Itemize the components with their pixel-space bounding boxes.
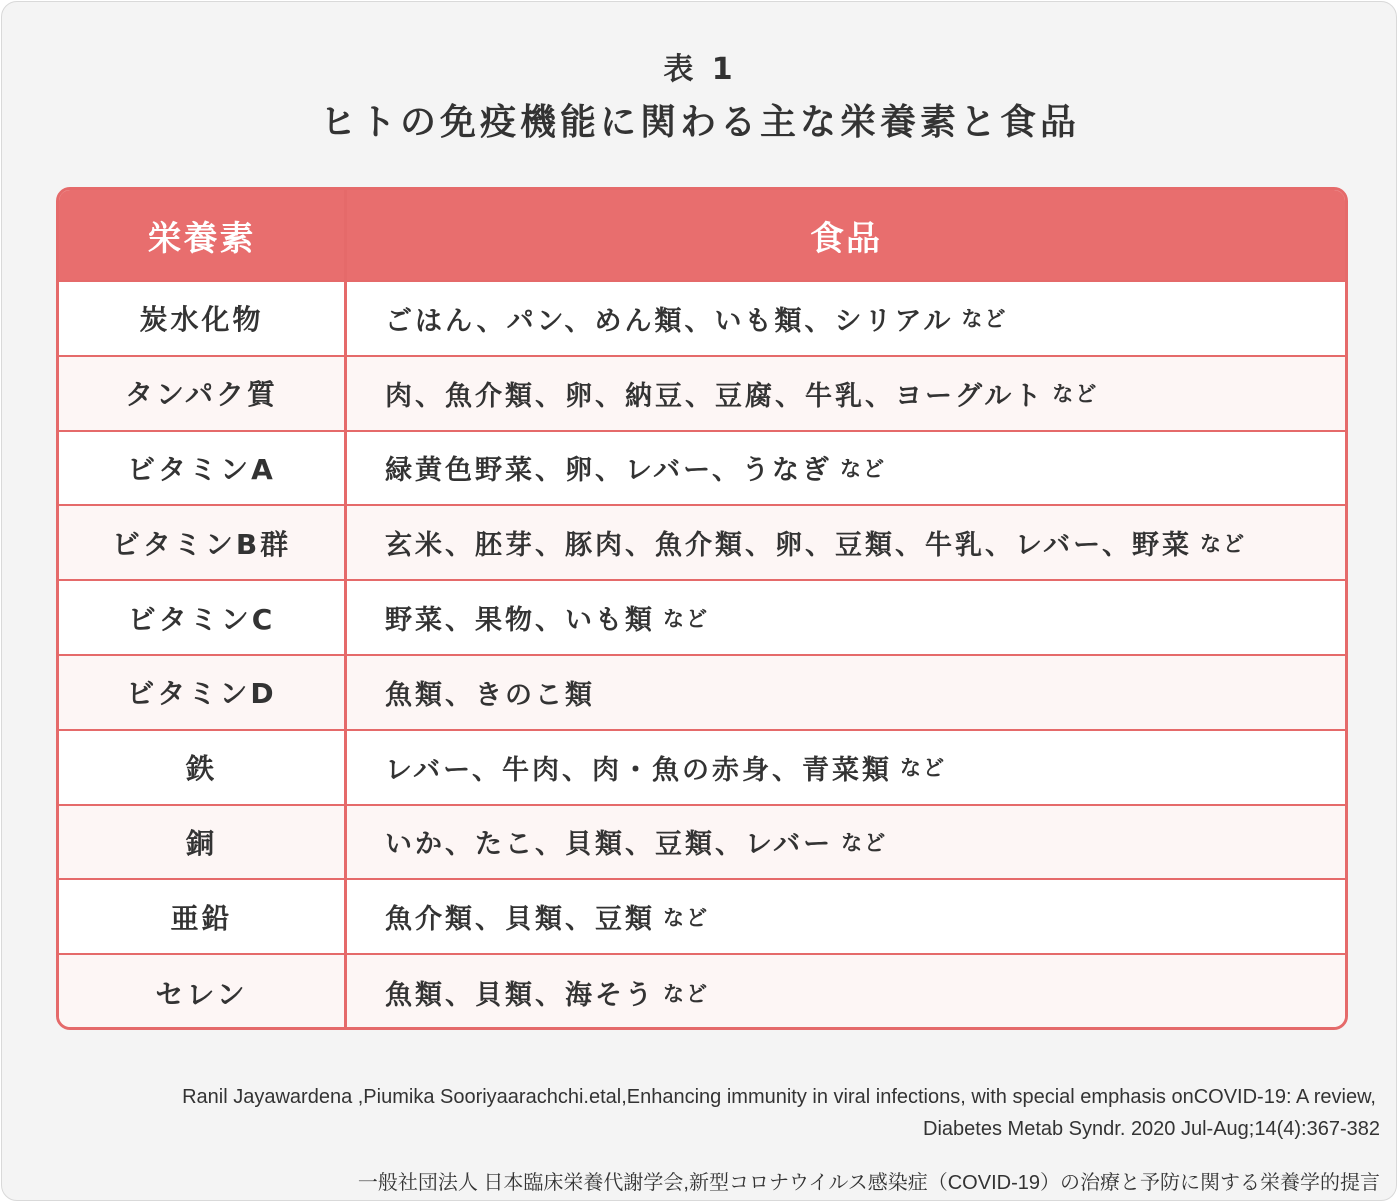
food-suffix: など — [663, 606, 709, 631]
nutrient-food-table — [56, 187, 1348, 1030]
nutrient-cell: ビタミンD — [59, 656, 347, 729]
nutrient-cell: ビタミンC — [59, 581, 347, 654]
table-row — [59, 806, 1345, 881]
figure-card — [1, 1, 1397, 1201]
food-cell — [347, 880, 1345, 953]
nutrient-cell: 炭水化物 — [59, 282, 347, 355]
food-cell — [347, 432, 1345, 505]
table-row — [59, 432, 1345, 507]
food-list: 魚介類、貝類、豆類 — [385, 904, 655, 936]
nutrient-cell: ビタミンA — [59, 432, 347, 505]
header-food: 食品 — [810, 218, 882, 259]
food-suffix: など — [663, 905, 709, 930]
nutrient-cell: タンパク質 — [59, 357, 347, 430]
table-row — [59, 731, 1345, 806]
food-cell — [347, 581, 1345, 654]
food-suffix: など — [841, 830, 888, 855]
food-list: 魚類、貝類、海そう — [385, 980, 655, 1012]
food-cell — [347, 806, 1345, 879]
table-row — [59, 880, 1345, 955]
food-suffix: など — [1052, 382, 1099, 407]
citation-line-3: 一般社団法人 日本臨床栄養代謝学会,新型コロナウイルス感染症（COVID-19）の治療と予防に関する栄養学的提言 — [357, 1172, 1380, 1194]
table-header — [59, 190, 1345, 282]
citation-line-1: Ranil Jayawardena ,Piumika Sooriyaarachchi.etal,Enhancing immunity in viral infections, with special emphasis onCOVID-19: A review, — [182, 1086, 1376, 1108]
food-cell — [347, 955, 1345, 1030]
table-row — [59, 282, 1345, 357]
food-list: いか、たこ、貝類、豆類、レバー — [385, 829, 834, 861]
food-cell — [347, 282, 1345, 355]
food-list: ごはん、パン、めん類、いも類、シリアル — [385, 305, 954, 337]
table-title: ヒトの免疫機能に関わる主な栄養素と食品 — [319, 102, 1080, 143]
food-list: 緑黄色野菜、卵、レバー、うなぎ — [385, 455, 833, 487]
citation-line-2: Diabetes Metab Syndr. 2020 Jul-Aug;14(4):367-382 — [923, 1118, 1380, 1140]
table-row — [59, 581, 1345, 656]
food-suffix: など — [900, 756, 947, 781]
nutrient-cell: ビタミンB群 — [59, 506, 347, 579]
table-row — [59, 506, 1345, 581]
food-list: 野菜、果物、いも類 — [385, 605, 655, 637]
food-cell — [347, 731, 1345, 804]
nutrient-cell: 亜鉛 — [59, 880, 347, 953]
food-suffix: など — [961, 307, 1008, 332]
food-suffix: など — [1200, 531, 1247, 556]
nutrient-cell: 銅 — [59, 806, 347, 879]
food-cell — [347, 506, 1345, 579]
food-list: レバー、牛肉、肉・魚の赤身、青菜類 — [385, 754, 893, 786]
header-nutrient: 栄養素 — [59, 190, 347, 280]
nutrient-cell: セレン — [59, 955, 347, 1030]
table-row — [59, 955, 1345, 1030]
food-cell — [347, 357, 1345, 430]
food-suffix: など — [663, 981, 709, 1006]
food-list: 肉、魚介類、卵、納豆、豆腐、牛乳、ヨーグルト — [385, 380, 1045, 412]
food-cell — [347, 656, 1345, 729]
food-list: 魚類、きのこ類 — [385, 679, 595, 711]
table-row — [59, 656, 1345, 731]
nutrient-cell: 鉄 — [59, 731, 347, 804]
food-suffix: など — [840, 456, 887, 481]
table-row — [59, 357, 1345, 432]
table-number: 表 1 — [663, 52, 737, 87]
food-list: 玄米、胚芽、豚肉、魚介類、卵、豆類、牛乳、レバー、野菜 — [385, 530, 1193, 562]
